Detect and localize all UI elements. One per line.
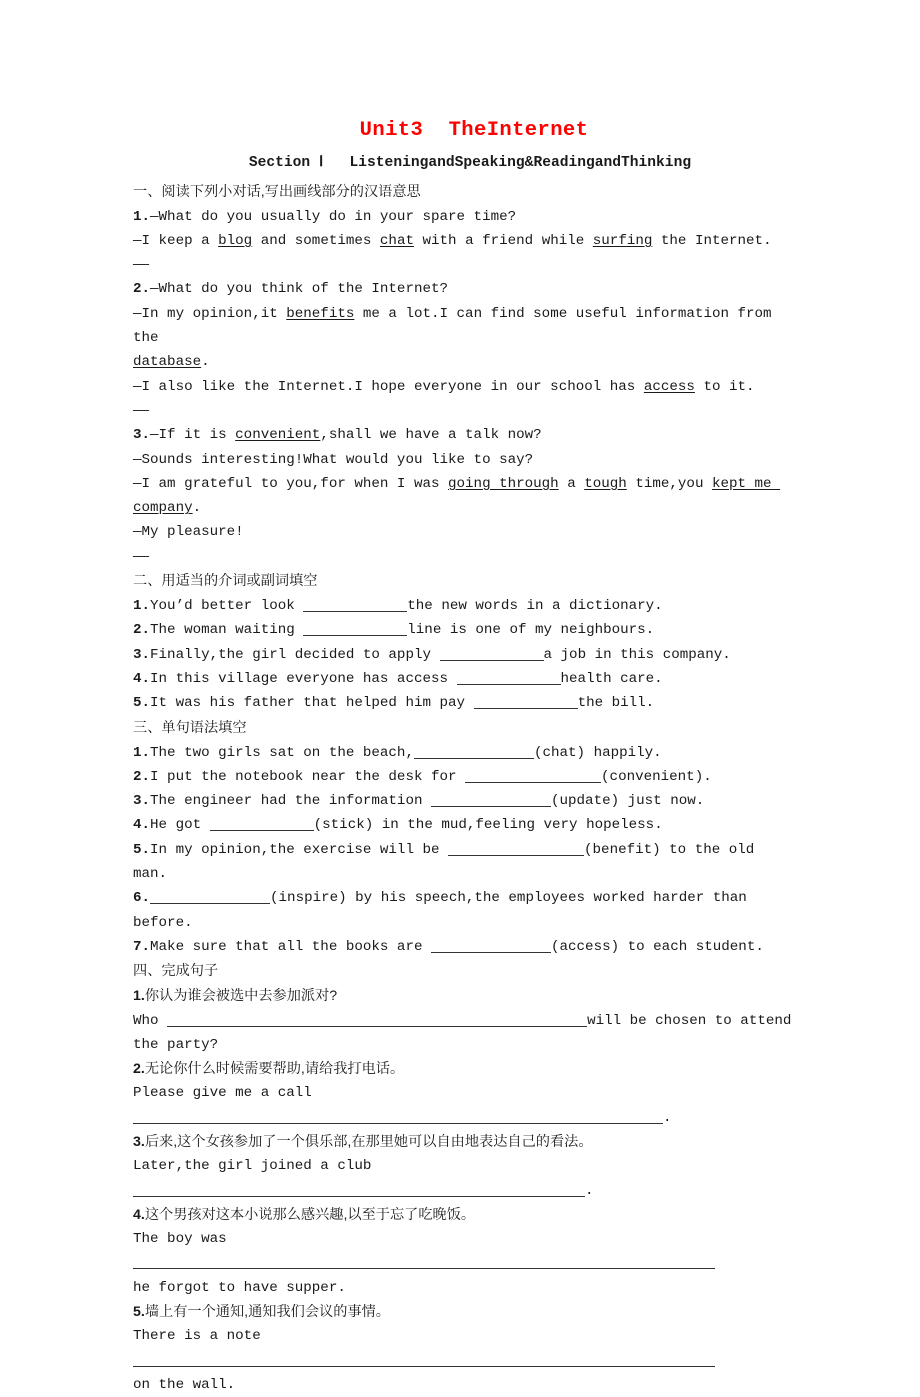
part-one-heading: 一、阅读下列小对话,写出画线部分的汉语意思	[133, 183, 421, 200]
part-four-item-3-chinese	[133, 1130, 793, 1154]
part-three-item-4	[133, 813, 793, 837]
item-number: 4.	[133, 817, 151, 834]
part-four-item-5-chinese	[133, 1300, 793, 1324]
answer-pre: —In my opinion,it	[133, 305, 287, 322]
chinese-prompt: 无论你什么时候需要帮助,请给我打电话。	[144, 1061, 405, 1078]
part-four-item-4-continuation: he forgot to have supper.	[133, 1279, 346, 1296]
part-one-item-2-question	[133, 277, 793, 301]
part-four-item-1-english	[133, 1009, 800, 1058]
underlined-going-through: going through	[448, 475, 559, 492]
fill-blank[interactable]	[431, 791, 551, 807]
fill-blank[interactable]	[465, 767, 601, 783]
part-three-item-7	[133, 935, 793, 959]
item-text-before: The boy was	[133, 1231, 236, 1248]
fill-blank[interactable]	[150, 888, 270, 904]
item-text-after: line is one of my neighbours.	[407, 622, 655, 639]
fill-blank[interactable]	[167, 1011, 587, 1027]
item-text-before: He got	[150, 817, 210, 834]
item-text-after: (convenient).	[601, 768, 712, 785]
item-text: —What do you usually do in your spare time?	[150, 208, 517, 225]
item-number: 6.	[133, 890, 151, 907]
answer-end: the Internet.	[652, 232, 772, 249]
item-text-after: (benefit) to the old man.	[133, 841, 763, 883]
underlined-benefits: benefits	[286, 305, 355, 322]
fill-blank[interactable]	[133, 1253, 715, 1269]
underlined-kept-me-company: kept me company	[133, 475, 781, 517]
document-content	[133, 118, 800, 1397]
fill-blank[interactable]	[303, 596, 407, 612]
underlined-chat: chat	[379, 232, 414, 249]
item-number: 2.	[133, 1061, 145, 1078]
underlined-convenient: convenient	[235, 427, 321, 444]
answer-end: to it.	[694, 378, 755, 395]
underlined-surfing: surfing	[592, 232, 653, 249]
answer-mid2: time,you	[626, 475, 712, 492]
underlined-tough: tough	[584, 475, 627, 492]
part-one-item-3-answer-3: —My pleasure!	[133, 524, 244, 541]
answer-end: .	[192, 500, 202, 517]
item-text-after: .	[585, 1182, 594, 1199]
fill-blank[interactable]	[303, 620, 407, 636]
item-text-after: .	[663, 1109, 672, 1126]
item-text: —What do you think of the Internet?	[150, 281, 449, 298]
answer-mid1: and sometimes	[252, 232, 380, 249]
part-one-item-3-answer-2	[133, 472, 793, 521]
item-text-after: the new words in a dictionary.	[407, 598, 663, 615]
item-number: 2.	[133, 622, 151, 639]
part-three-item-5	[133, 838, 793, 887]
part-two-item-5	[133, 691, 793, 715]
item-text-after: a job in this company.	[543, 646, 731, 663]
item-number: 1.	[133, 598, 151, 615]
fill-blank[interactable]	[431, 937, 551, 953]
fill-blank[interactable]	[133, 1181, 585, 1197]
underlined-database: database	[133, 354, 202, 371]
fill-blank[interactable]	[414, 743, 534, 759]
item-text-before: The two girls sat on the beach,	[150, 744, 414, 761]
item-text-after: (stick) in the mud,feeling very hopeless.	[313, 817, 663, 834]
item-number: 3.	[133, 1133, 145, 1150]
answer-pre: —I also like the Internet.I hope everyone in our school has	[133, 378, 644, 395]
part-one-item-2-answer-1	[133, 302, 793, 351]
item-number: 4.	[133, 670, 151, 687]
chinese-prompt: 这个男孩对这本小说那么感兴趣,以至于忘了吃晚饭。	[144, 1206, 476, 1223]
item-text-before: The engineer had the information	[150, 793, 431, 810]
part-two-heading: 二、用适当的介词或副词填空	[133, 573, 318, 590]
part-one-item-1-answer	[133, 229, 793, 253]
item-number: 3.	[133, 646, 151, 663]
item-text-before: Finally,the girl decided to apply	[150, 646, 440, 663]
part-three-item-3	[133, 789, 793, 813]
fill-blank[interactable]	[210, 815, 314, 831]
answer-pre: —I am grateful to you,for when I was	[133, 475, 449, 492]
item-text-after: (access) to each student.	[551, 938, 764, 955]
item-number: 2.	[133, 281, 151, 298]
part-three-item-1	[133, 741, 793, 765]
fill-blank[interactable]	[448, 840, 584, 856]
item-text-after: (inspire) by his speech,the employees worked harder than before.	[133, 890, 756, 931]
item-text-after: the bill.	[577, 695, 655, 712]
fill-blank[interactable]	[457, 669, 561, 685]
part-four-item-4-chinese	[133, 1203, 793, 1227]
item-text-before: It was his father that helped him pay	[150, 695, 474, 712]
question-pre: —If it is	[150, 427, 236, 444]
item-text-before: I put the notebook near the desk for	[150, 768, 466, 785]
part-three-item-6	[133, 886, 793, 935]
item-text-before: In this village everyone has access	[150, 670, 457, 687]
answer-pre: —I keep a	[133, 232, 219, 249]
item-number: 5.	[133, 1304, 145, 1321]
item-text-before: Later,the girl joined a club	[133, 1158, 380, 1175]
part-one-item-2-answer-2	[133, 375, 793, 399]
part-three-heading: 三、单句语法填空	[133, 719, 247, 736]
item-number: 1.	[133, 988, 145, 1005]
answer-mid1: a	[558, 475, 585, 492]
part-four-item-3-english	[133, 1154, 793, 1203]
item-number: 1.	[133, 208, 151, 225]
question-end: ,shall we have a talk now?	[320, 427, 542, 444]
part-three-item-2	[133, 765, 793, 789]
part-two-item-2	[133, 618, 793, 642]
part-two-item-3	[133, 643, 793, 667]
part-four-item-2-english	[133, 1081, 793, 1130]
item-text-before: In my opinion,the exercise will be	[150, 841, 449, 858]
item-text-after: will be chosen to attend the party?	[133, 1012, 800, 1053]
item-number: 5.	[133, 695, 151, 712]
item-text-before: The woman waiting	[150, 622, 304, 639]
item-text-before: Please give me a call	[133, 1085, 321, 1102]
answer-mid: me a lot.I can find some useful information from the	[133, 305, 781, 347]
item-number: 5.	[133, 841, 151, 858]
part-four-item-2-chinese	[133, 1057, 793, 1081]
part-two-item-4	[133, 667, 793, 691]
item-number: 4.	[133, 1206, 145, 1223]
item-text-before: There is a note	[133, 1328, 270, 1345]
chinese-prompt: 你认为谁会被选中去参加派对?	[144, 988, 338, 1005]
part-four-item-5-english	[133, 1324, 793, 1373]
part-one-item-2-answer-1-cont	[133, 350, 793, 374]
part-two-item-1	[133, 594, 793, 618]
fill-blank[interactable]	[133, 1351, 715, 1367]
part-one-item-1-question	[133, 205, 793, 229]
answer-mid2: with a friend while	[413, 232, 593, 249]
chinese-prompt: 墙上有一个通知,通知我们会议的事情。	[144, 1304, 390, 1321]
item-text-after: (update) just now.	[551, 793, 705, 810]
part-four-item-1-chinese	[133, 984, 793, 1008]
part-four-item-4-english	[133, 1227, 793, 1276]
item-number: 1.	[133, 744, 151, 761]
underlined-access: access	[643, 378, 695, 395]
answer-end: .	[201, 354, 210, 371]
item-text-after: health care.	[560, 670, 663, 687]
fill-blank[interactable]	[440, 645, 544, 661]
item-number: 7.	[133, 938, 151, 955]
dialogue-separator-2: ——	[133, 402, 149, 419]
item-number: 3.	[133, 427, 151, 444]
fill-blank[interactable]	[474, 693, 578, 709]
item-number: 2.	[133, 768, 151, 785]
chinese-prompt: 后来,这个女孩参加了一个俱乐部,在那里她可以自由地表达自己的看法。	[144, 1133, 593, 1150]
item-text-before: Make sure that all the books are	[150, 938, 431, 955]
dialogue-separator-1: ——	[133, 257, 149, 274]
item-text-after: (chat) happily.	[533, 744, 662, 761]
part-four-item-5-continuation: on the wall.	[133, 1376, 236, 1393]
part-one-item-3-question	[133, 423, 793, 447]
dialogue-separator-3: ——	[133, 548, 149, 565]
section-heading: Section Ⅰ ListeningandSpeaking&ReadingandThinking	[248, 154, 692, 171]
part-four-heading: 四、完成句子	[133, 963, 219, 980]
page-title: Unit3 TheInternet	[359, 119, 589, 142]
item-number: 3.	[133, 793, 151, 810]
item-text-before: You’d better look	[150, 598, 304, 615]
part-one-item-3-answer-1: —Sounds interesting!What would you like to say?	[133, 451, 534, 468]
fill-blank[interactable]	[133, 1108, 663, 1124]
item-text-before: Who	[133, 1012, 168, 1029]
underlined-blog: blog	[218, 232, 253, 249]
